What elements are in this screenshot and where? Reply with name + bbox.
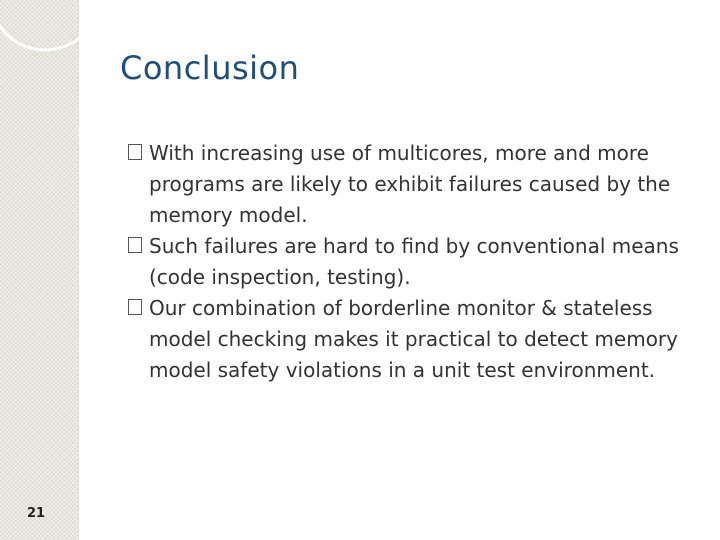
bullet-item [128, 231, 698, 293]
bullet-text: Our combination of borderline monitor & stateless model checking makes it practical to detect memory model safety violations in a unit test environment. [149, 296, 678, 382]
bullet-list [128, 138, 698, 386]
bullet-text: With increasing use of multicores, more and more programs are likely to exhibit failures caused by the memory model. [149, 141, 671, 227]
slide-sidebar-texture [0, 0, 79, 540]
checkbox-square-icon [128, 237, 142, 253]
page-number: 21 [26, 506, 46, 521]
checkbox-square-icon [128, 144, 142, 160]
bullet-item [128, 138, 698, 231]
slide-title: Conclusion [120, 49, 300, 87]
bullet-text: Such failures are hard to find by conventional means (code inspection, testing). [149, 234, 679, 289]
bullet-item [128, 293, 698, 386]
checkbox-square-icon [128, 299, 142, 315]
